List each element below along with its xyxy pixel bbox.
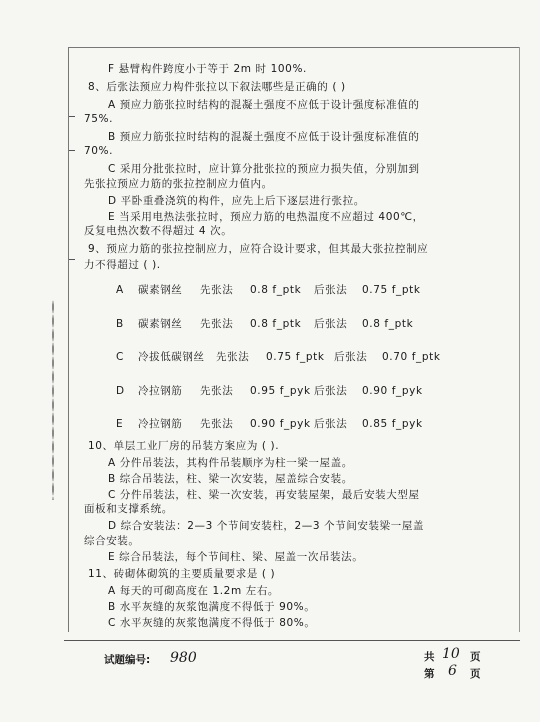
page-border-left	[68, 47, 69, 632]
question-10: 10、单层工业厂房的吊装方案应为 ( ).	[88, 440, 280, 452]
question-11: 11、砖砌体砌筑的主要质量要求是 ( )	[88, 568, 276, 580]
binding-dots	[52, 300, 54, 500]
pre-tension-value: 0.90 f_pyk	[250, 418, 311, 430]
q9-option-e	[116, 417, 516, 431]
q8-option-a-cont: 75%.	[84, 113, 114, 125]
q8-option-d: D 平卧重叠浇筑的构件，应先上后下逐层进行张拉。	[108, 195, 365, 207]
q10-option-d-cont: 综合安装。	[84, 535, 140, 547]
post-tension-label: 后张法	[314, 418, 348, 430]
pre-tension-label: 先张法	[200, 318, 234, 330]
option-material: 碳素钢丝	[138, 284, 183, 296]
q11-option-a: A 每天的可砌高度在 1.2m 左右。	[108, 585, 280, 597]
pre-tension-value: 0.95 f_pyk	[250, 385, 311, 397]
q9-option-d	[116, 384, 516, 398]
option-letter: A	[116, 284, 124, 296]
question-9-cont: 力不得超过 ( ).	[84, 259, 161, 271]
option-material: 冷拉钢筋	[138, 418, 183, 430]
q8-option-a: A 预应力筋张拉时结构的混凝土强度不应低于设计强度标准值的	[108, 99, 420, 111]
paper-number-label: 试题编号:	[104, 654, 151, 666]
post-tension-value: 0.75 f_ptk	[362, 284, 421, 296]
q8-option-b-cont: 70%.	[84, 145, 114, 157]
pre-tension-label: 先张法	[216, 351, 250, 363]
option-letter: D	[116, 385, 125, 397]
q11-option-c: C 水平灰缝的灰浆饱满度不得低于 80%。	[108, 617, 316, 629]
option-material: 碳素钢丝	[138, 318, 183, 330]
option-f-text: F 悬臂构件跨度小于等于 2m 时 100%.	[108, 63, 307, 75]
q11-option-b: B 水平灰缝的灰浆饱满度不得低于 90%。	[108, 601, 316, 613]
pre-tension-label: 先张法	[200, 385, 234, 397]
option-letter: B	[116, 318, 124, 330]
post-tension-value: 0.8 f_ptk	[362, 318, 414, 330]
q10-option-e: E 综合吊装法，每个节间柱、梁、屋盖一次吊装法。	[108, 551, 364, 563]
question-8: 8、后张法预应力构件张拉以下叙法哪些是正确的 ( )	[88, 81, 346, 93]
q9-option-b	[116, 317, 516, 331]
margin-tick	[69, 116, 75, 117]
pre-tension-label: 先张法	[200, 418, 234, 430]
page-border-right	[519, 47, 520, 632]
page-number-value: 6	[448, 663, 457, 679]
q10-option-b: B 综合吊装法，柱、梁一次安装，屋盖综合安装。	[108, 473, 353, 485]
q9-option-a	[116, 283, 516, 297]
q10-option-c: C 分件吊装法，柱、梁一次安装，再安装屋架，最后安装大型屋	[108, 489, 420, 501]
post-tension-label: 后张法	[314, 385, 348, 397]
q8-option-c-cont: 先张拉预应力筋的张拉控制应力值内。	[84, 178, 273, 190]
page-border-top	[68, 47, 520, 48]
post-tension-label: 后张法	[334, 351, 368, 363]
option-letter: E	[116, 418, 124, 430]
q8-option-e-cont: 反复电热次数不得超过 4 次。	[84, 225, 233, 237]
footer-rule	[64, 640, 520, 641]
q10-option-a: A 分件吊装法，其构件吊装顺序为柱一梁一屋盖。	[108, 457, 353, 469]
post-tension-value: 0.90 f_pyk	[362, 385, 423, 397]
paper-number-value: 980	[170, 650, 197, 666]
pre-tension-label: 先张法	[200, 284, 234, 296]
q10-option-c-cont: 面板和支撑系统。	[84, 503, 173, 515]
option-material: 冷拔低碳钢丝	[138, 351, 205, 363]
q8-option-b: B 预应力筋张拉时结构的混凝土强度不应低于设计强度标准值的	[108, 131, 420, 143]
post-tension-value: 0.85 f_pyk	[362, 418, 423, 430]
total-pages-value: 10	[442, 646, 460, 662]
pre-tension-value: 0.8 f_ptk	[250, 318, 302, 330]
post-tension-value: 0.70 f_ptk	[382, 351, 441, 363]
q9-option-c	[116, 350, 516, 364]
total-pages-label-post: 页	[470, 651, 481, 663]
total-pages-label-pre: 共	[424, 651, 435, 663]
question-9: 9、预应力筋的张拉控制应力，应符合设计要求，但其最大张拉控制应	[88, 243, 429, 255]
post-tension-label: 后张法	[314, 318, 348, 330]
page-label-post: 页	[470, 668, 481, 680]
q8-option-e: E 当采用电热法张拉时，预应力筋的电热温度不应超过 400℃，	[108, 211, 424, 223]
q10-option-d: D 综合安装法：2—3 个节间安装柱，2—3 个节间安装梁一屋盖	[108, 520, 425, 532]
pre-tension-value: 0.75 f_ptk	[266, 351, 325, 363]
option-letter: C	[116, 351, 124, 363]
q8-option-c: C 采用分批张拉时，应计算分批张拉的预应力损失值，分别加到	[108, 163, 420, 175]
post-tension-label: 后张法	[314, 284, 348, 296]
margin-tick	[69, 259, 75, 260]
option-material: 冷拉钢筋	[138, 385, 183, 397]
page-label-pre: 第	[424, 668, 435, 680]
pre-tension-value: 0.8 f_ptk	[250, 284, 302, 296]
margin-tick	[69, 150, 75, 151]
